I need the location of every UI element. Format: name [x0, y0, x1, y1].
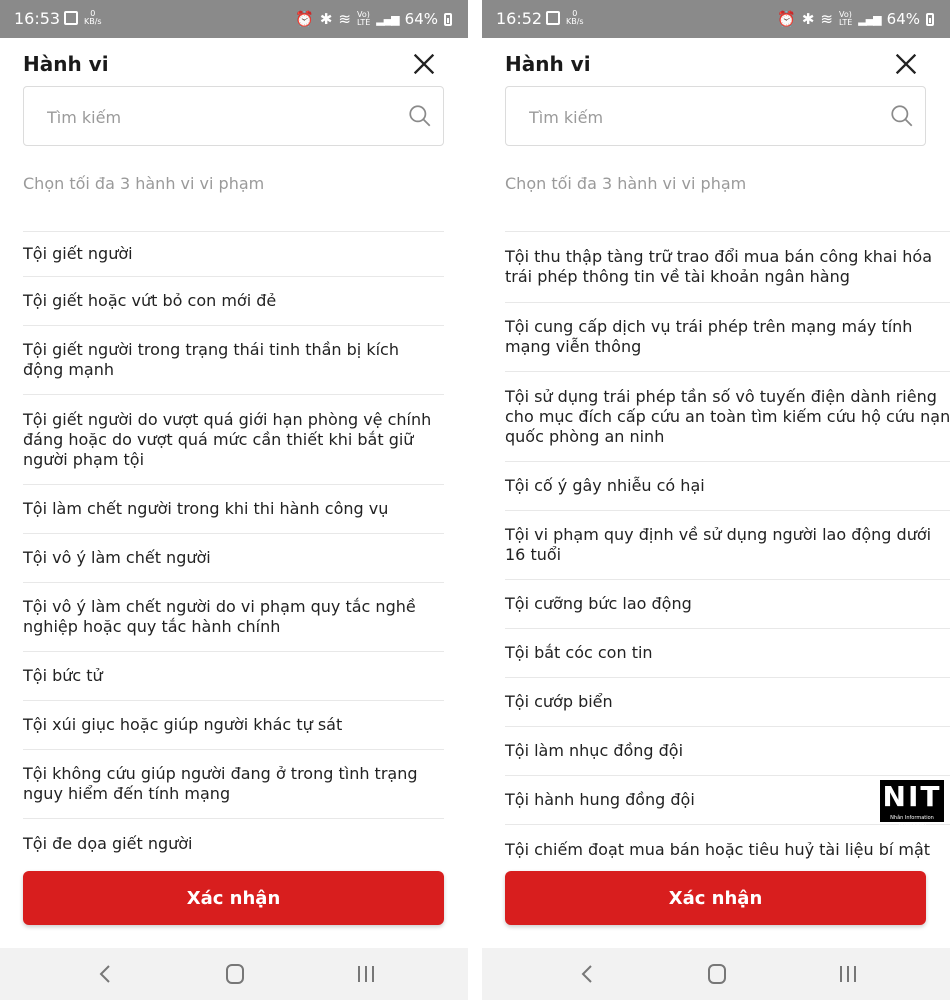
page-title: Hành vi	[23, 52, 109, 76]
list-item[interactable]: Tội giết người	[23, 232, 444, 277]
list-item[interactable]: Tội vô ý làm chết người do vi phạm quy tắc nghề nghiệp hoặc quy tắc hành chính	[23, 583, 444, 652]
list-item[interactable]: Tội vi phạm quy định về sử dụng người lao động dưới 16 tuổi	[505, 511, 950, 580]
list-item[interactable]: Tội làm chết người trong khi thi hành công vụ	[23, 485, 444, 534]
watermark-text: NIT	[882, 780, 942, 813]
back-button[interactable]	[574, 962, 602, 986]
home-icon	[703, 962, 731, 986]
status-bar	[482, 0, 950, 38]
recents-button[interactable]	[834, 962, 862, 986]
nit-watermark-logo	[878, 778, 946, 829]
signal-icon: ▂▄▆	[858, 12, 881, 26]
search-icon[interactable]	[889, 103, 915, 129]
watermark-subtext: Nhân Information Technology	[890, 815, 934, 829]
behavior-list	[23, 231, 444, 868]
close-button[interactable]	[892, 50, 920, 78]
list-item[interactable]: Tội không cứu giúp người đang ở trong tình trạng nguy hiểm đến tính mạng	[23, 750, 444, 819]
list-item[interactable]: Tội giết người do vượt quá giới hạn phòng vệ chính đáng hoặc do vượt quá mức cần thiết khi bắt giữ người phạm tội	[23, 395, 444, 485]
list-item[interactable]: Tội giết người trong trạng thái tinh thần bị kích động mạnh	[23, 326, 444, 395]
list-item[interactable]: Tội hành hung đồng đội	[505, 776, 950, 825]
wifi-icon: ≋	[338, 10, 351, 28]
close-button[interactable]	[410, 50, 438, 78]
close-icon	[892, 50, 920, 78]
system-nav-bar	[482, 948, 950, 1000]
network-speed: 0 KB/s	[84, 9, 102, 26]
back-button[interactable]	[92, 962, 120, 986]
recents-icon	[352, 962, 380, 986]
alarm-icon: ⏰	[295, 10, 314, 28]
battery-icon	[926, 13, 934, 26]
selection-hint: Chọn tối đa 3 hành vi vi phạm	[505, 174, 747, 193]
page-title: Hành vi	[505, 52, 591, 76]
wifi-icon: ≋	[820, 10, 833, 28]
list-item[interactable]: Tội đe dọa giết người	[23, 833, 193, 853]
search-icon[interactable]	[407, 103, 433, 129]
alarm-icon: ⏰	[777, 10, 796, 28]
status-time: 16:53	[14, 9, 61, 28]
bluetooth-icon: ✱	[319, 10, 333, 28]
battery-level: 64%	[404, 10, 438, 28]
image-icon	[546, 11, 560, 25]
list-item[interactable]: Tội cướp biển	[505, 678, 950, 727]
screen-right	[482, 0, 950, 1000]
list-item[interactable]: Tội cố ý gây nhiễu có hại	[505, 462, 950, 511]
search-box[interactable]	[505, 86, 926, 146]
close-icon	[410, 50, 438, 78]
list-item[interactable]: Tội bắt cóc con tin	[505, 629, 950, 678]
list-item[interactable]: Tội sử dụng trái phép tần số vô tuyến điện dành riêng cho mục đích cấp cứu an toàn tìm kiếm cứu hộ cứu nạn quốc phòng an ninh	[505, 372, 950, 462]
list-item[interactable]: Tội cung cấp dịch vụ trái phép trên mạng máy tính mạng viễn thông	[505, 303, 950, 372]
recents-button[interactable]	[352, 962, 380, 986]
home-icon	[221, 962, 249, 986]
search-input[interactable]	[529, 104, 849, 130]
status-time: 16:52	[496, 9, 543, 28]
battery-level: 64%	[886, 10, 920, 28]
bluetooth-icon: ✱	[801, 10, 815, 28]
sheet-header	[0, 38, 468, 90]
recents-icon	[834, 962, 862, 986]
back-icon	[92, 962, 120, 986]
home-button[interactable]	[221, 962, 249, 986]
list-item[interactable]: Tội vô ý làm chết người	[23, 534, 444, 583]
list-item[interactable]: Tội xúi giục hoặc giúp người khác tự sát	[23, 701, 444, 750]
network-speed: 0 KB/s	[566, 9, 584, 26]
screen-left	[0, 0, 468, 1000]
search-input[interactable]	[47, 104, 367, 130]
list-item[interactable]: Tội chiếm đoạt mua bán hoặc tiêu huỷ tài liệu bí mật	[505, 839, 931, 859]
volte-label: Vo) LTE	[838, 10, 853, 27]
home-button[interactable]	[703, 962, 731, 986]
system-nav-bar	[0, 948, 468, 1000]
list-item[interactable]: Tội làm nhục đồng đội	[505, 727, 950, 776]
search-box[interactable]	[23, 86, 444, 146]
list-item[interactable]: Tội giết hoặc vứt bỏ con mới đẻ	[23, 277, 444, 326]
back-icon	[574, 962, 602, 986]
status-bar	[0, 0, 468, 38]
list-item[interactable]: Tội bức tử	[23, 652, 444, 701]
list-item[interactable]: Tội cưỡng bức lao động	[505, 580, 950, 629]
list-item[interactable]: Tội thu thập tàng trữ trao đổi mua bán công khai hóa trái phép thông tin về tài khoản ngân hàng	[505, 232, 950, 303]
sheet-header	[482, 38, 950, 90]
image-icon	[64, 11, 78, 25]
confirm-button[interactable]: Xác nhận	[505, 871, 926, 925]
confirm-button[interactable]: Xác nhận	[23, 871, 444, 925]
signal-icon: ▂▄▆	[376, 12, 399, 26]
volte-label: Vo) LTE	[356, 10, 371, 27]
selection-hint: Chọn tối đa 3 hành vi vi phạm	[23, 174, 265, 193]
battery-icon	[444, 13, 452, 26]
